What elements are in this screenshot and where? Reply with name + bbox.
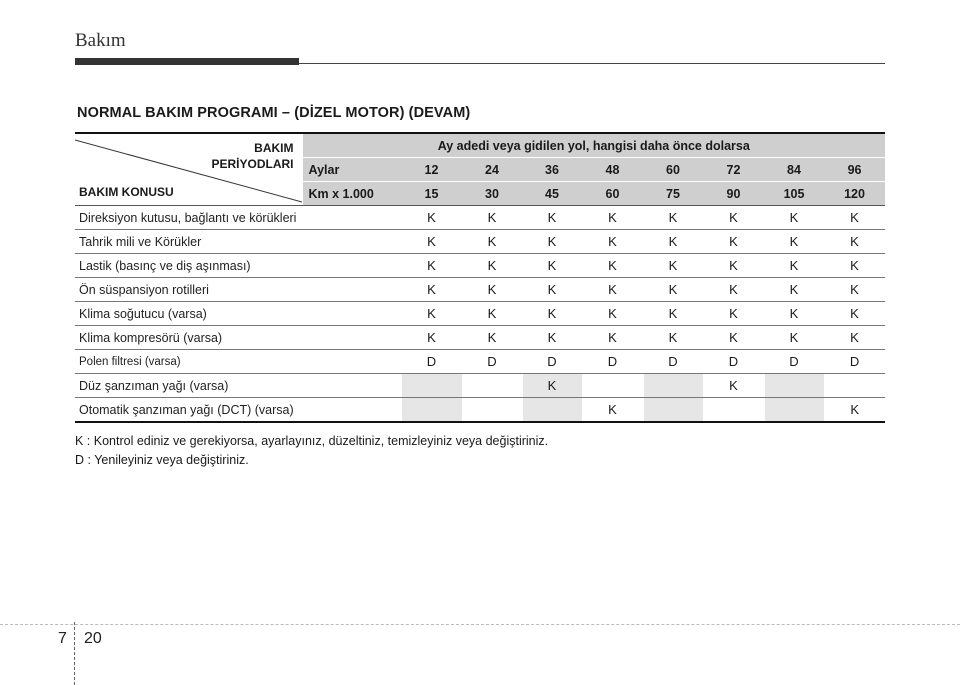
schedule-cell: K <box>462 230 522 254</box>
table-row <box>75 374 885 398</box>
maintenance-table-wrapper <box>75 132 885 423</box>
corner-label-subject: BAKIM KONUSU <box>79 185 174 199</box>
maintenance-item: Klima kompresörü (varsa) <box>75 326 401 350</box>
schedule-cell: K <box>522 326 582 350</box>
schedule-cell: K <box>582 302 643 326</box>
schedule-cell: D <box>462 350 522 374</box>
table-row <box>75 206 885 230</box>
table-row <box>75 254 885 278</box>
schedule-cell: K <box>522 230 582 254</box>
schedule-cell: D <box>582 350 643 374</box>
table-body <box>75 206 885 423</box>
schedule-cell: K <box>401 206 462 230</box>
schedule-cell: K <box>401 302 462 326</box>
schedule-cell: K <box>643 230 703 254</box>
page-heading: NORMAL BAKIM PROGRAMI – (DİZEL MOTOR) (DEVAM) <box>77 105 471 121</box>
table-row <box>75 350 885 374</box>
table-row <box>75 230 885 254</box>
maintenance-item: Lastik (basınç ve diş aşınması) <box>75 254 401 278</box>
maintenance-item: Tahrik mili ve Körükler <box>75 230 401 254</box>
km-label: Km x 1.000 <box>302 182 401 206</box>
table-row <box>75 302 885 326</box>
schedule-cell: K <box>764 206 824 230</box>
schedule-cell: K <box>522 206 582 230</box>
month-col: 24 <box>462 158 522 182</box>
schedule-cell: K <box>703 230 764 254</box>
schedule-cell: K <box>824 230 885 254</box>
schedule-cell: K <box>643 326 703 350</box>
corner-label-periods <box>211 140 293 172</box>
schedule-cell <box>703 398 764 423</box>
schedule-cell: D <box>522 350 582 374</box>
schedule-cell: K <box>764 326 824 350</box>
schedule-cell: K <box>582 254 643 278</box>
km-col: 60 <box>582 182 643 206</box>
schedule-cell: K <box>462 254 522 278</box>
schedule-cell: K <box>824 326 885 350</box>
maintenance-table <box>75 132 885 423</box>
page-footer-line <box>0 624 960 625</box>
months-label: Aylar <box>302 158 401 182</box>
table-row <box>75 398 885 423</box>
maintenance-item: Direksiyon kutusu, bağlantı ve körükleri <box>75 206 401 230</box>
schedule-cell: D <box>703 350 764 374</box>
section-rule-thick <box>75 58 299 65</box>
page-footer-divider <box>74 622 75 685</box>
schedule-cell: K <box>582 230 643 254</box>
schedule-cell <box>764 374 824 398</box>
schedule-cell: K <box>522 278 582 302</box>
schedule-cell: K <box>643 278 703 302</box>
km-col: 30 <box>462 182 522 206</box>
month-col: 84 <box>764 158 824 182</box>
month-col: 96 <box>824 158 885 182</box>
month-col: 60 <box>643 158 703 182</box>
schedule-cell <box>522 398 582 423</box>
schedule-cell: K <box>401 278 462 302</box>
maintenance-item: Polen filtresi (varsa) <box>75 350 401 374</box>
legend-notes <box>75 432 548 470</box>
table-row <box>75 278 885 302</box>
schedule-cell: K <box>703 302 764 326</box>
schedule-cell <box>643 398 703 423</box>
table-row <box>75 326 885 350</box>
schedule-cell: K <box>764 302 824 326</box>
chapter-number: 7 <box>58 630 67 647</box>
legend-note-d: D : Yenileyiniz veya değiştiriniz. <box>75 453 249 467</box>
month-col: 72 <box>703 158 764 182</box>
schedule-cell: K <box>582 326 643 350</box>
schedule-cell: K <box>582 278 643 302</box>
maintenance-item: Ön süspansiyon rotilleri <box>75 278 401 302</box>
km-col: 105 <box>764 182 824 206</box>
schedule-cell: K <box>401 254 462 278</box>
schedule-cell: K <box>764 278 824 302</box>
schedule-cell: K <box>582 206 643 230</box>
schedule-cell <box>401 398 462 423</box>
schedule-cell: K <box>643 206 703 230</box>
schedule-cell: K <box>401 326 462 350</box>
maintenance-item: Düz şanzıman yağı (varsa) <box>75 374 401 398</box>
corner-label-line2: PERİYODLARI <box>211 157 294 171</box>
schedule-cell: K <box>522 302 582 326</box>
table-header-row-top <box>75 133 885 158</box>
schedule-cell: K <box>764 230 824 254</box>
schedule-cell: K <box>522 374 582 398</box>
schedule-cell: K <box>462 278 522 302</box>
table-corner-cell <box>75 133 302 206</box>
schedule-cell: K <box>824 398 885 423</box>
schedule-cell <box>824 374 885 398</box>
schedule-cell: K <box>824 254 885 278</box>
schedule-cell <box>582 374 643 398</box>
schedule-cell: K <box>462 206 522 230</box>
schedule-cell: K <box>582 398 643 423</box>
schedule-cell <box>643 374 703 398</box>
schedule-cell: D <box>401 350 462 374</box>
page-number: 20 <box>84 630 102 647</box>
schedule-cell: K <box>824 278 885 302</box>
schedule-cell: D <box>764 350 824 374</box>
section-title: Bakım <box>75 30 126 51</box>
schedule-cell: K <box>401 230 462 254</box>
km-col: 75 <box>643 182 703 206</box>
km-col: 90 <box>703 182 764 206</box>
schedule-cell: K <box>703 206 764 230</box>
schedule-cell: K <box>703 326 764 350</box>
schedule-cell: K <box>824 302 885 326</box>
km-col: 15 <box>401 182 462 206</box>
schedule-cell: D <box>824 350 885 374</box>
schedule-cell: K <box>824 206 885 230</box>
section-rule-thin <box>299 63 885 64</box>
schedule-cell: D <box>643 350 703 374</box>
km-col: 120 <box>824 182 885 206</box>
schedule-cell: K <box>764 254 824 278</box>
corner-label-line1: BAKIM <box>254 141 294 155</box>
legend-note-k: K : Kontrol ediniz ve gerekiyorsa, ayarlayınız, düzeltiniz, temizleyiniz veya değiştiriniz. <box>75 434 549 448</box>
maintenance-item: Otomatik şanzıman yağı (DCT) (varsa) <box>75 398 401 423</box>
schedule-cell: K <box>643 254 703 278</box>
month-col: 12 <box>401 158 462 182</box>
schedule-cell <box>462 398 522 423</box>
schedule-cell: K <box>703 374 764 398</box>
schedule-cell <box>401 374 462 398</box>
schedule-cell <box>462 374 522 398</box>
schedule-cell: K <box>462 302 522 326</box>
month-col: 48 <box>582 158 643 182</box>
schedule-cell: K <box>643 302 703 326</box>
maintenance-item: Klima soğutucu (varsa) <box>75 302 401 326</box>
table-top-header: Ay adedi veya gidilen yol, hangisi daha önce dolarsa <box>302 133 885 158</box>
schedule-cell: K <box>703 278 764 302</box>
month-col: 36 <box>522 158 582 182</box>
schedule-cell: K <box>462 326 522 350</box>
schedule-cell <box>764 398 824 423</box>
schedule-cell: K <box>703 254 764 278</box>
km-col: 45 <box>522 182 582 206</box>
schedule-cell: K <box>522 254 582 278</box>
